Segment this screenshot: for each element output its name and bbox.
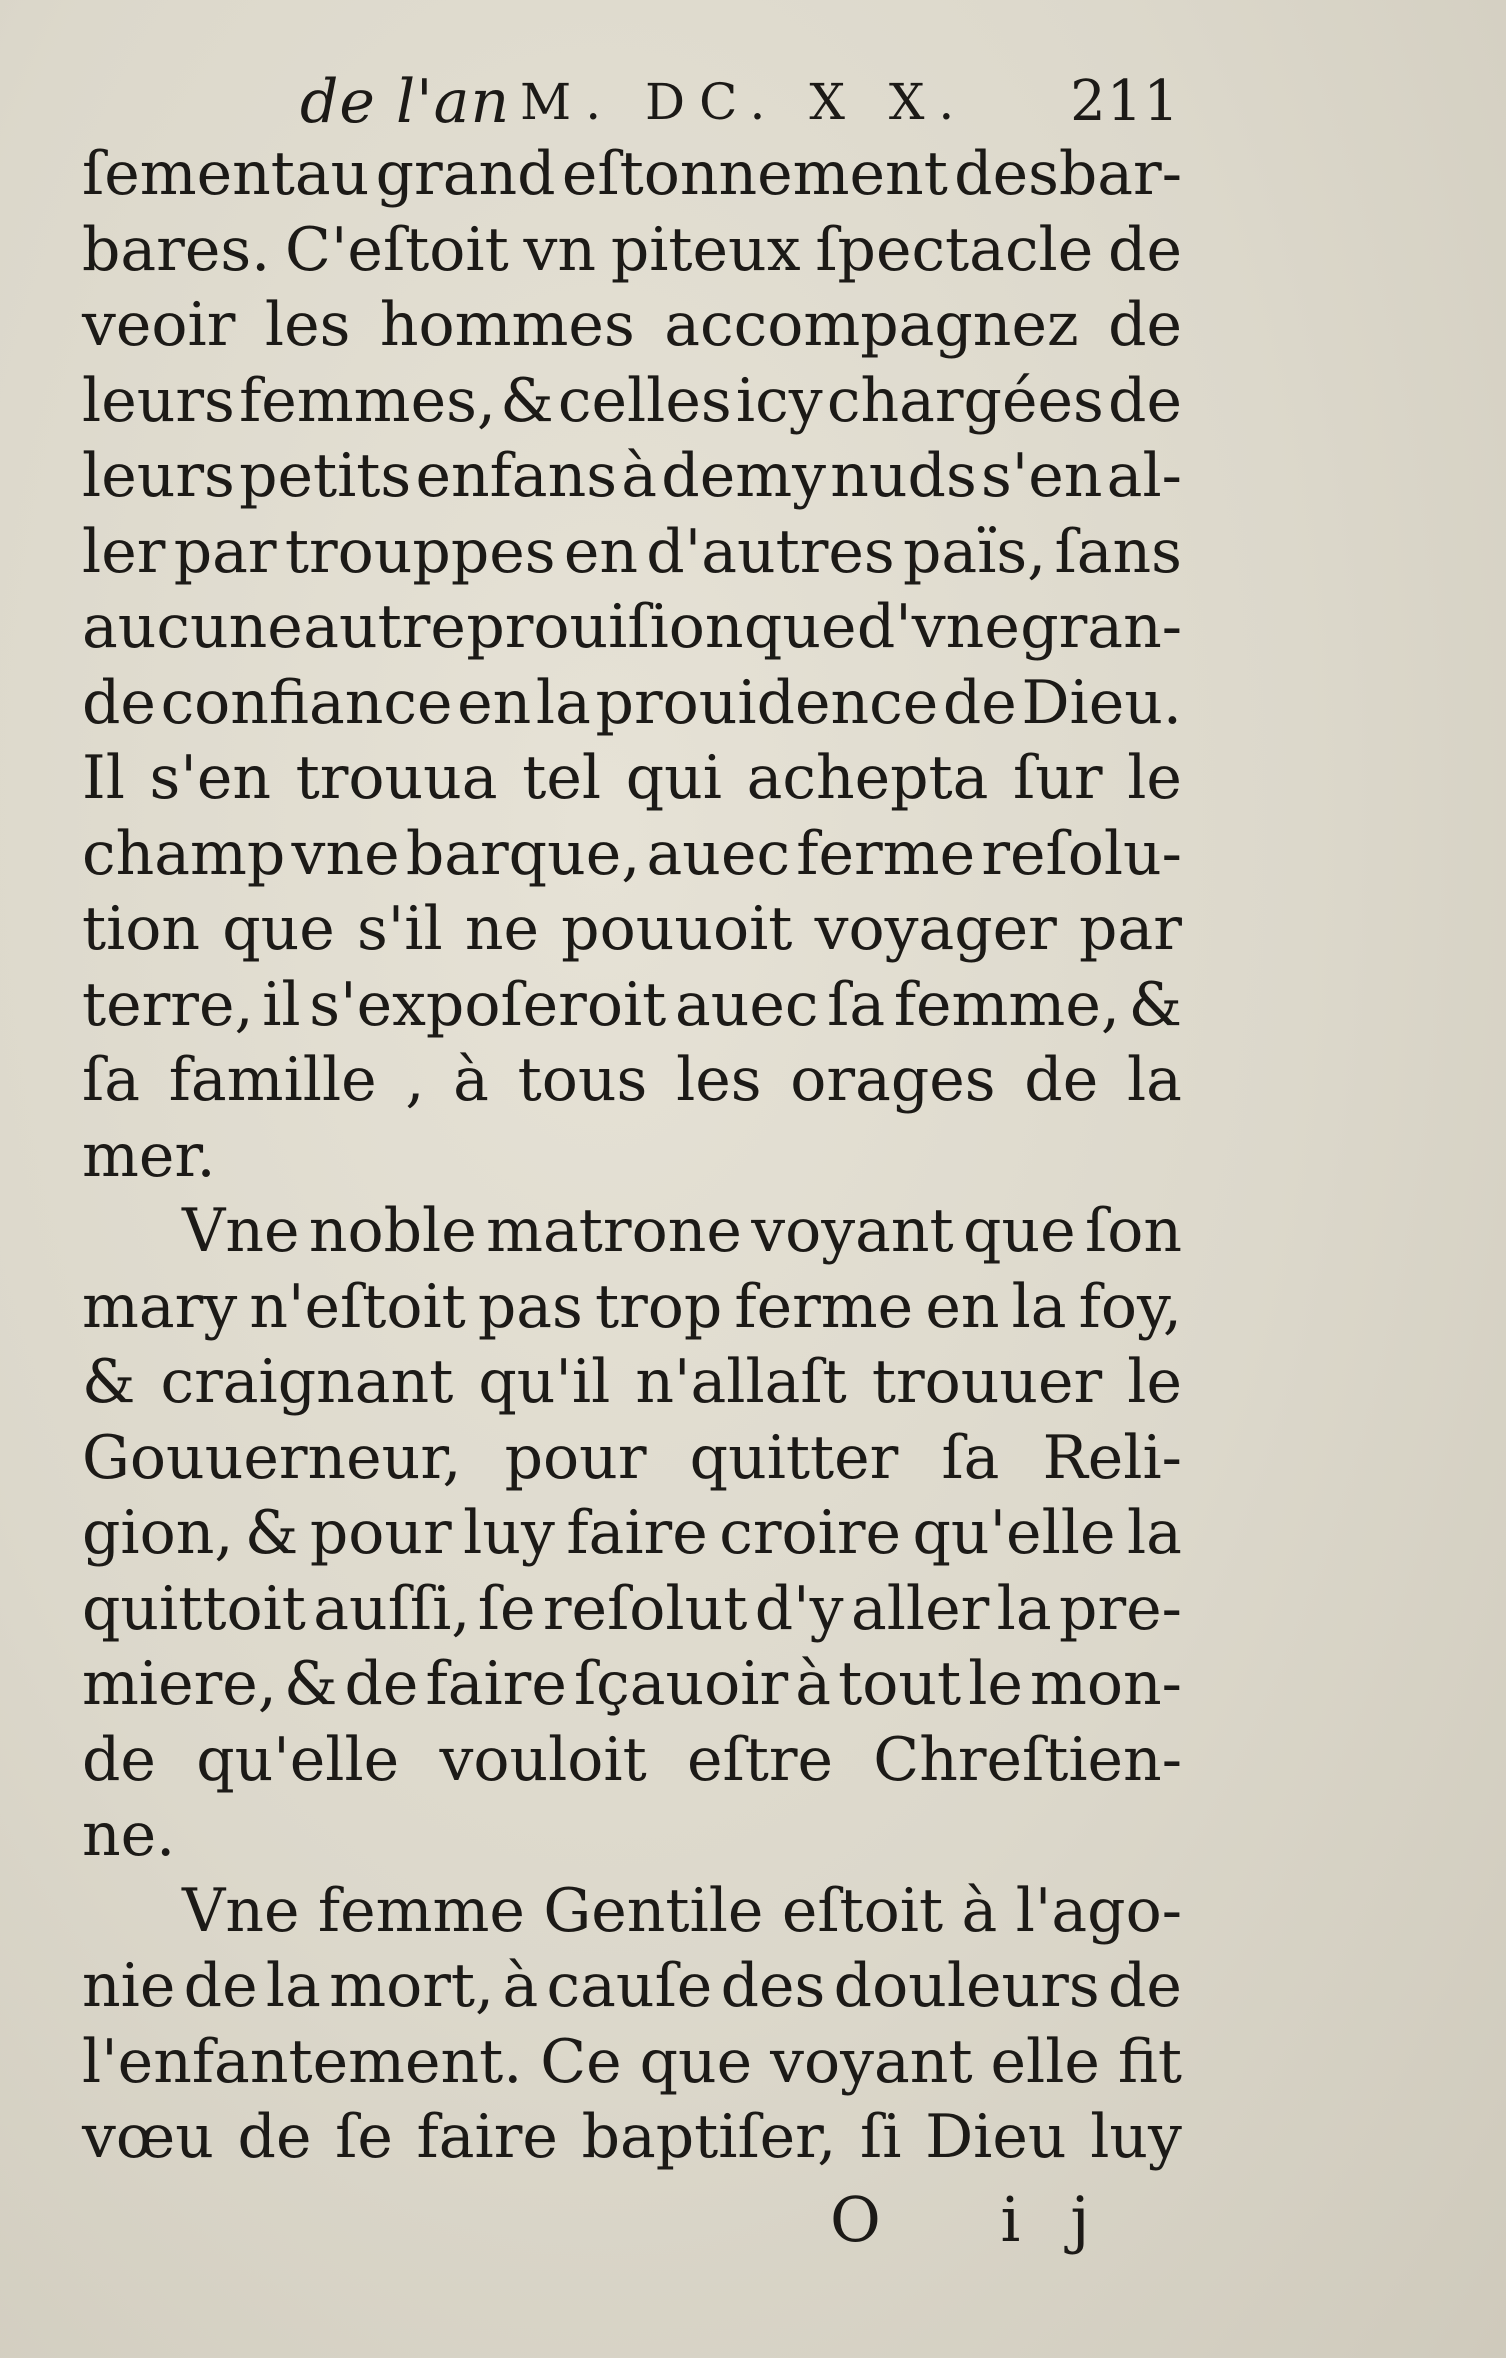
word: auec <box>674 969 819 1040</box>
body-text <box>82 137 1182 2176</box>
word: faire <box>425 1649 567 1719</box>
word: trouua <box>295 743 498 813</box>
word: miere, <box>82 1649 277 1719</box>
text-line <box>82 590 1182 666</box>
word: ne. <box>82 1800 176 1870</box>
word: eſtoit <box>781 1875 944 1946</box>
word: que <box>963 1196 1076 1266</box>
word: terre, <box>82 969 254 1040</box>
word: la <box>1126 1498 1182 1568</box>
word: Dieu <box>925 2102 1067 2172</box>
text-line <box>82 741 1182 817</box>
text-line <box>82 1194 1182 1270</box>
word: il <box>262 969 301 1040</box>
word: de <box>942 667 1017 738</box>
word: ſementau <box>82 139 370 209</box>
text-line <box>82 439 1182 515</box>
word: qu'elle <box>196 1724 400 1795</box>
word: voyant <box>751 1196 954 1266</box>
word: qu'il <box>478 1347 611 1417</box>
word: & <box>283 1649 338 1719</box>
text-line <box>82 1496 1182 1572</box>
word: auſſi, <box>313 1573 471 1644</box>
word: faire <box>566 1498 708 1568</box>
word: autre <box>303 592 466 662</box>
word: ſpectacle <box>815 214 1094 285</box>
word: & <box>500 365 554 436</box>
word: tel <box>522 743 602 813</box>
word: des <box>720 1951 826 2021</box>
word: reſolu- <box>981 818 1182 889</box>
word: vouloit <box>439 1724 647 1795</box>
text-line <box>82 892 1182 968</box>
word: de <box>344 1649 419 1719</box>
word: aller <box>850 1573 990 1644</box>
word: douleurs <box>833 1951 1100 2021</box>
word: païs, <box>903 516 1047 587</box>
word: les <box>264 290 351 360</box>
word: orages <box>790 1045 996 1115</box>
word: la <box>996 1573 1052 1644</box>
text-line <box>82 364 1182 440</box>
word: pouuoit <box>561 894 793 964</box>
word: ſe <box>335 2102 393 2172</box>
word: l'ago- <box>1015 1875 1182 1946</box>
word: tout <box>838 1649 962 1719</box>
word: ſe <box>477 1573 536 1644</box>
word: la <box>265 1951 321 2021</box>
text-line <box>82 1270 1182 1346</box>
word: bares. <box>82 214 271 285</box>
word: luy <box>463 1498 555 1568</box>
text-line <box>82 1647 1182 1723</box>
word: veoir <box>82 290 236 360</box>
word: par <box>173 516 277 587</box>
word: ſon <box>1084 1196 1182 1266</box>
word: s'en <box>980 441 1103 511</box>
word: piteux <box>610 214 801 285</box>
word: Ce <box>540 2026 622 2097</box>
word: quitter <box>689 1422 899 1493</box>
word: qui <box>625 743 722 813</box>
word: desbar- <box>954 139 1182 209</box>
word: ſa <box>82 1045 140 1115</box>
word: & <box>82 1347 136 1417</box>
word: leurs <box>82 365 235 436</box>
word: Vne <box>182 1875 300 1946</box>
word: s'en <box>149 743 271 813</box>
word: gran- <box>1020 592 1182 662</box>
text-line <box>82 1043 1182 1119</box>
text-line <box>82 2100 1182 2176</box>
word: celles <box>557 365 732 436</box>
word: à <box>502 1951 539 2021</box>
word: ſur <box>1013 743 1103 813</box>
word: , <box>405 1045 425 1115</box>
word: chargées <box>826 365 1104 436</box>
word: quittoit <box>82 1573 306 1644</box>
text-line <box>82 1421 1182 1497</box>
word: vœu <box>82 2102 214 2172</box>
word: femmes, <box>239 365 496 436</box>
word: ferme <box>796 818 976 889</box>
word: leurs <box>82 441 235 511</box>
word: nie <box>82 1951 176 2021</box>
word: trouppes <box>284 516 556 587</box>
text-line <box>82 213 1182 289</box>
word: à <box>961 1875 998 1946</box>
word: eſtonnement <box>561 139 948 209</box>
word: de <box>1108 290 1182 360</box>
word: en <box>563 516 638 587</box>
word: de <box>183 1951 258 2021</box>
word: ſi <box>860 2102 902 2172</box>
word: le <box>1127 1347 1182 1417</box>
word: nuds <box>830 441 977 511</box>
page-header <box>300 62 1180 142</box>
text-line <box>82 1949 1182 2025</box>
word: vne <box>291 818 400 889</box>
word: hommes <box>379 290 635 360</box>
word: pour <box>504 1422 647 1493</box>
word: barque, <box>405 818 641 889</box>
word: grand <box>375 139 556 209</box>
text-line <box>82 1723 1182 1799</box>
text-line <box>82 666 1182 742</box>
text-line <box>82 1572 1182 1648</box>
word: cauſe <box>546 1951 713 2021</box>
word: de <box>1107 1951 1182 2021</box>
word: mer. <box>82 1120 216 1191</box>
word: que <box>639 2026 753 2097</box>
text-line <box>82 2025 1182 2101</box>
word: demy <box>661 441 826 511</box>
word: de <box>82 1724 156 1795</box>
word: confiance <box>160 667 453 738</box>
word: femme <box>317 1875 525 1946</box>
word: pour <box>309 1498 452 1568</box>
word: elle <box>990 2026 1100 2097</box>
text-line <box>82 137 1182 213</box>
word: Il <box>82 743 125 813</box>
word: de <box>1024 1045 1099 1115</box>
running-head: de l'an <box>300 67 511 137</box>
text-line <box>82 817 1182 893</box>
word: la <box>1126 1045 1182 1115</box>
word: gion, <box>82 1498 234 1568</box>
word: Reli- <box>1042 1422 1182 1493</box>
word: famille <box>168 1045 377 1115</box>
word: de <box>82 667 156 738</box>
word: n'eſtoit <box>249 1271 466 1342</box>
word: noble <box>308 1196 477 1266</box>
word: le <box>1127 743 1182 813</box>
signature-mark: O ij <box>830 2183 1140 2256</box>
word: & <box>244 1498 299 1568</box>
word: voyant <box>770 2026 973 2097</box>
word: Gentile <box>543 1875 764 1946</box>
page-number: 211 <box>1070 69 1180 134</box>
word: d'y <box>754 1573 844 1644</box>
word: tion <box>82 894 201 964</box>
word: s'il <box>356 894 443 964</box>
word: foy, <box>1078 1271 1182 1342</box>
word: ſa <box>941 1422 1000 1493</box>
word: la <box>535 667 591 738</box>
word: auec <box>646 818 791 889</box>
word: d'vne <box>856 592 1020 662</box>
text-line <box>82 515 1182 591</box>
word: par <box>1079 894 1182 964</box>
word: en <box>457 667 532 738</box>
text-line <box>82 1874 1182 1950</box>
word: mon- <box>1030 1649 1182 1719</box>
word: croire <box>719 1498 902 1568</box>
word: eſtre <box>687 1724 834 1795</box>
word: qu'elle <box>912 1498 1116 1568</box>
word: en <box>925 1271 1000 1342</box>
word: ferme <box>734 1271 914 1342</box>
word: petits <box>239 441 412 511</box>
word: al- <box>1106 441 1182 511</box>
word: trop <box>594 1271 723 1342</box>
word: aucune <box>82 592 303 662</box>
word: ne <box>464 894 539 964</box>
text-line <box>82 288 1182 364</box>
word: icy <box>735 365 823 436</box>
word: ſçauoir <box>573 1649 789 1719</box>
word: fit <box>1117 2026 1182 2097</box>
word: d'autres <box>646 516 895 587</box>
word: luy <box>1090 2102 1182 2172</box>
word: Vne <box>182 1196 300 1266</box>
word: de <box>1108 214 1182 285</box>
word: tous <box>517 1045 648 1115</box>
word: que <box>743 592 857 662</box>
word: de <box>237 2102 312 2172</box>
word: le <box>968 1649 1023 1719</box>
word: vn <box>523 214 597 285</box>
word: à <box>621 441 658 511</box>
text-line <box>82 1345 1182 1421</box>
text-line <box>82 968 1182 1044</box>
word: Gouuerneur, <box>82 1422 462 1493</box>
word: faire <box>416 2102 558 2172</box>
word: enfans <box>415 441 617 511</box>
word: achepta <box>746 743 989 813</box>
word: ſans <box>1054 516 1182 587</box>
word: champ <box>82 818 286 889</box>
word: trouuer <box>871 1347 1103 1417</box>
word: Chreſtien- <box>873 1724 1182 1795</box>
word: prouiſion <box>466 592 744 662</box>
word: prouidence <box>595 667 939 738</box>
text-line <box>82 1798 1182 1874</box>
word: baptiſer, <box>581 2102 837 2172</box>
word: à <box>453 1045 489 1115</box>
word: l'enfantement. <box>82 2026 523 2097</box>
word: ler <box>82 516 166 587</box>
word: accompagnez <box>664 290 1079 360</box>
word: mort, <box>329 1951 495 2021</box>
word: femme, <box>893 969 1120 1040</box>
word: matrone <box>486 1196 742 1266</box>
word: à <box>795 1649 832 1719</box>
word: les <box>676 1045 762 1115</box>
text-line <box>82 1119 1182 1195</box>
word: ſa <box>827 969 886 1040</box>
word: C'eſtoit <box>285 214 509 285</box>
word: pas <box>477 1271 583 1342</box>
word: pre- <box>1059 1573 1182 1644</box>
word: & <box>1128 969 1182 1040</box>
word: que <box>222 894 335 964</box>
word: craignant <box>160 1347 454 1417</box>
word: n'allaſt <box>635 1347 847 1417</box>
word: s'expoſeroit <box>309 969 667 1040</box>
word: de <box>1108 365 1182 436</box>
word: voyager <box>814 894 1057 964</box>
word: mary <box>82 1271 238 1342</box>
word: Dieu. <box>1021 667 1182 738</box>
running-head-year: M. DC. X X. <box>520 73 969 131</box>
word: la <box>1011 1271 1067 1342</box>
word: reſolut <box>542 1573 748 1644</box>
